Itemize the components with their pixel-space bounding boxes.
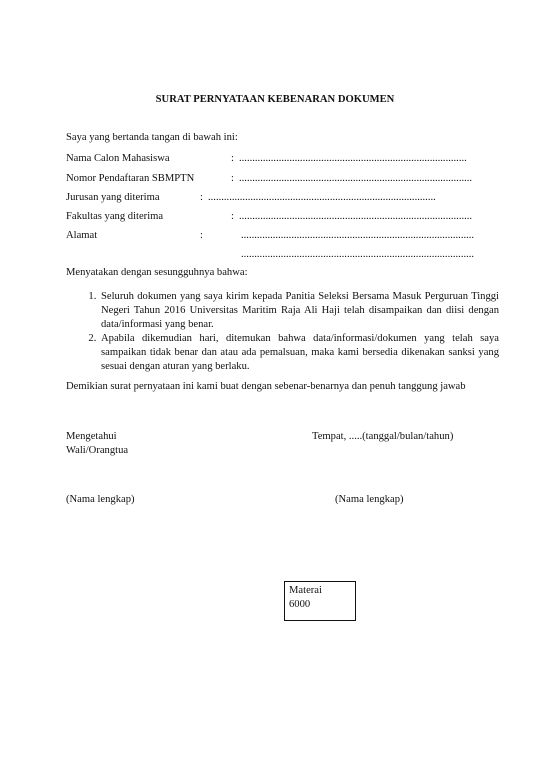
field-sep-jurusan: : — [200, 192, 203, 203]
field-sep-alamat: : — [200, 230, 203, 241]
declaration-text: Menyatakan dengan sesungguhnya bahwa: — [66, 267, 248, 278]
field-value-alamat-line2: ........................................................................................ — [241, 249, 475, 260]
field-label-fakultas: Fakultas yang diterima — [66, 211, 164, 222]
sign-left-wali: Wali/Orangtua — [66, 445, 129, 456]
sign-right-place-date: Tempat, .....(tanggal/bulan/tahun) — [312, 431, 454, 442]
field-sep-nomor: : — [231, 173, 234, 184]
intro-text: Saya yang bertanda tangan di bawah ini: — [66, 132, 238, 143]
field-label-jurusan: Jurusan yang diterima — [66, 192, 160, 203]
field-sep-fakultas: : — [231, 211, 234, 222]
sign-left-name: (Nama lengkap) — [66, 494, 135, 505]
field-value-nomor: ........................................................................................ — [239, 173, 473, 184]
statement-item: 2. Apabila dikemudian hari, ditemukan bahwa data/informasi/dokumen yang telah saya sampaikan tidak benar dan atau ada pemalsuan, maka kami bersedia dikenakan sanksi yang sesuai dengan aturan yang berlaku. — [99, 332, 499, 374]
sign-right-name: (Nama lengkap) — [335, 494, 404, 505]
document-title: SURAT PERNYATAAN KEBENARAN DOKUMEN — [155, 94, 395, 105]
field-label-nomor: Nomor Pendaftaran SBMPTN — [66, 173, 195, 184]
field-sep-nama: : — [231, 153, 234, 164]
field-label-nama: Nama Calon Mahasiswa — [66, 153, 170, 164]
field-value-fakultas: ........................................................................................ — [239, 211, 473, 222]
statement-item: 1. Seluruh dokumen yang saya kirim kepada Panitia Seleksi Bersama Masuk Perguruan Tinggi Negeri Tahun 2016 Universitas Maritim Raja Ali Haji telah disampaikan dan diisi dengan data/informasi yang benar. — [99, 290, 499, 332]
sign-left-mengetahui: Mengetahui — [66, 431, 117, 442]
statement-list — [84, 290, 499, 374]
materai-stamp-box — [284, 581, 356, 621]
field-value-alamat: ........................................................................................ — [241, 230, 475, 241]
closing-text: Demikian surat pernyataan ini kami buat dengan sebenar-benarnya dan penuh tanggung jawab — [66, 381, 466, 392]
field-value-jurusan: ...................................................................................... — [208, 192, 436, 203]
field-value-nama: ...................................................................................... — [239, 153, 467, 164]
field-label-alamat: Alamat — [66, 230, 98, 241]
materai-value: 6000 — [289, 599, 311, 610]
materai-label: Materai — [289, 585, 322, 596]
